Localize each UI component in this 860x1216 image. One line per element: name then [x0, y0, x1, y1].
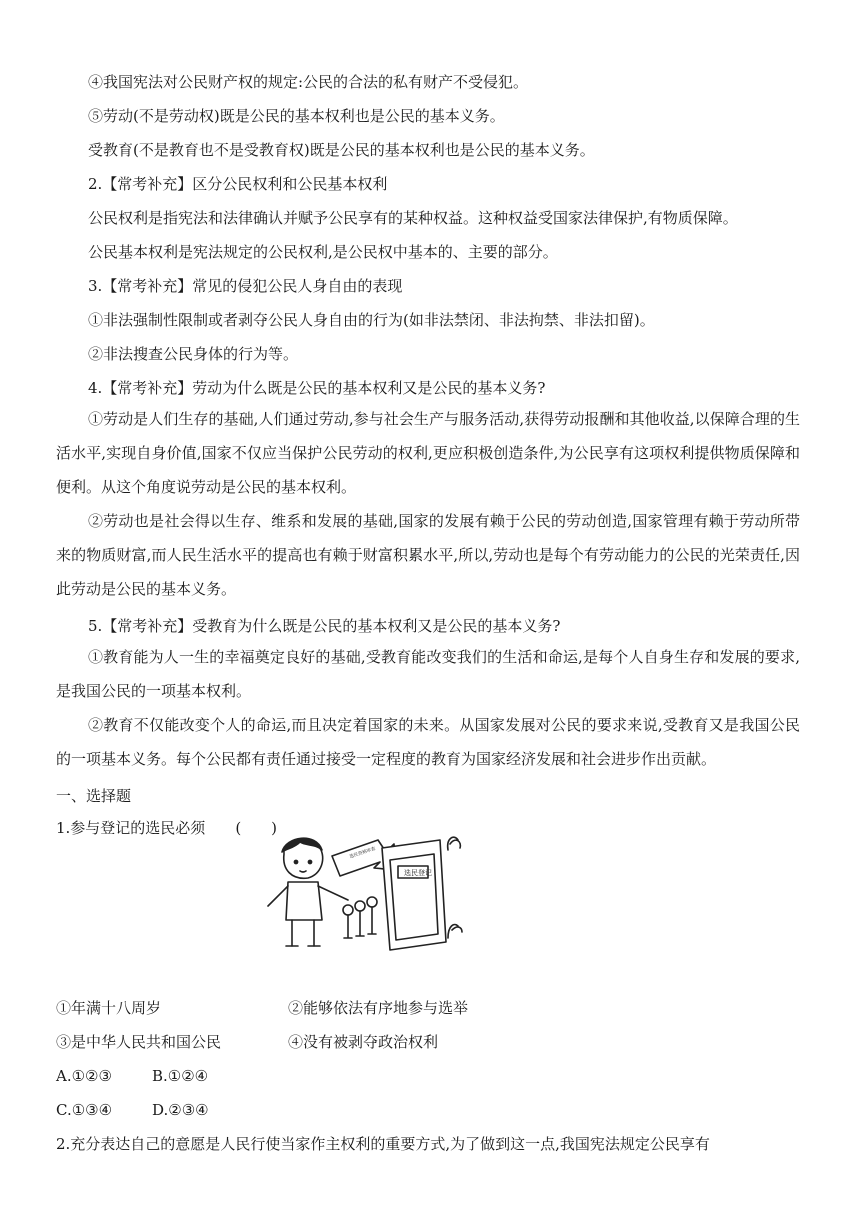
- text-line-illegal-search: ②非法搜查公民身体的行为等。: [88, 345, 299, 363]
- registration-sign-text: 选民登记: [404, 869, 432, 877]
- answer-choice-d[interactable]: D.②③④: [152, 1101, 209, 1119]
- paragraph-education-right: ①教育能为人一生的幸福奠定良好的基础,受教育能改变我们的生活和命运,是每个人自身生存和发展的要求,是我国公民的一项基本权利。: [56, 648, 800, 700]
- text-line-labor: ⑤劳动(不是劳动权)既是公民的基本权利也是公民的基本义务。: [88, 107, 505, 125]
- paragraph-education-duty: ②教育不仅能改变个人的命运,而且决定着国家的未来。从国家发展对公民的要求来说,受教育又是我国公民的一项基本义务。每个公民都有责任通过接受一定程度的教育为国家经济发展和社会进步作出贡献。: [56, 716, 800, 768]
- text-line-illegal-detention: ①非法强制性限制或者剥夺公民人身自由的行为(如非法禁闭、非法拘禁、非法扣留)。: [88, 311, 655, 329]
- paragraph-labor-right: ①劳动是人们生存的基础,人们通过劳动,参与社会生产与服务活动,获得劳动报酬和其他收益,以保障合理的生活水平,实现自身价值,国家不仅应当保护公民劳动的权利,更应积极创造条件,为公民享有这项权利提供物质保障和便利。从这个角度说劳动是公民的基本权利。: [56, 410, 800, 496]
- question-1: 1.参与登记的选民必须 ( ): [56, 819, 278, 837]
- option-statement-3: ③是中华人民共和国公民: [56, 1033, 222, 1051]
- text-line-basic-rights: 公民基本权利是宪法规定的公民权利,是公民权中基本的、主要的部分。: [88, 243, 558, 261]
- section-heading-3: 3.【常考补充】常见的侵犯公民人身自由的表现: [88, 277, 403, 295]
- answer-choice-c[interactable]: C.①③④: [56, 1101, 113, 1119]
- text-line-citizen-rights: 公民权利是指宪法和法律确认并赋予公民享有的某种权益。这种权益受国家法律保护,有物质保障。: [88, 209, 738, 227]
- voter-registration-illustration: [262, 830, 472, 964]
- text-line-education: 受教育(不是教育也不是受教育权)既是公民的基本权利也是公民的基本义务。: [88, 141, 595, 159]
- answer-choice-a[interactable]: A.①②③: [56, 1067, 112, 1085]
- paragraph-labor-duty: ②劳动也是社会得以生存、维系和发展的基础,国家的发展有赖于公民的劳动创造,国家管理有赖于劳动所带来的物质财富,而人民生活水平的提高也有赖于财富积累水平,所以,劳动也是每个有劳动能力的公民的光荣责任,因此劳动是公民的基本义务。: [56, 512, 800, 598]
- answer-choice-b[interactable]: B.①②④: [152, 1067, 209, 1085]
- section-heading-4: 4.【常考补充】劳动为什么既是公民的基本权利又是公民的基本义务?: [88, 379, 546, 397]
- option-statement-2: ②能够依法有序地参与选举: [288, 999, 469, 1017]
- section-heading-5: 5.【常考补充】受教育为什么既是公民的基本权利又是公民的基本义务?: [88, 617, 561, 635]
- qualification-flag-text: 选民资格审查: [349, 846, 377, 860]
- section-choice-questions: 一、选择题: [56, 787, 132, 805]
- text-line-property-right: ④我国宪法对公民财产权的规定:公民的合法的私有财产不受侵犯。: [88, 73, 529, 91]
- option-statement-1: ①年满十八周岁: [56, 999, 162, 1017]
- option-statement-4: ④没有被剥夺政治权利: [288, 1033, 439, 1051]
- section-heading-2: 2.【常考补充】区分公民权利和公民基本权利: [88, 175, 388, 193]
- question-2: 2.充分表达自己的意愿是人民行使当家作主权利的重要方式,为了做到这一点,我国宪法规定公民享有: [56, 1135, 710, 1153]
